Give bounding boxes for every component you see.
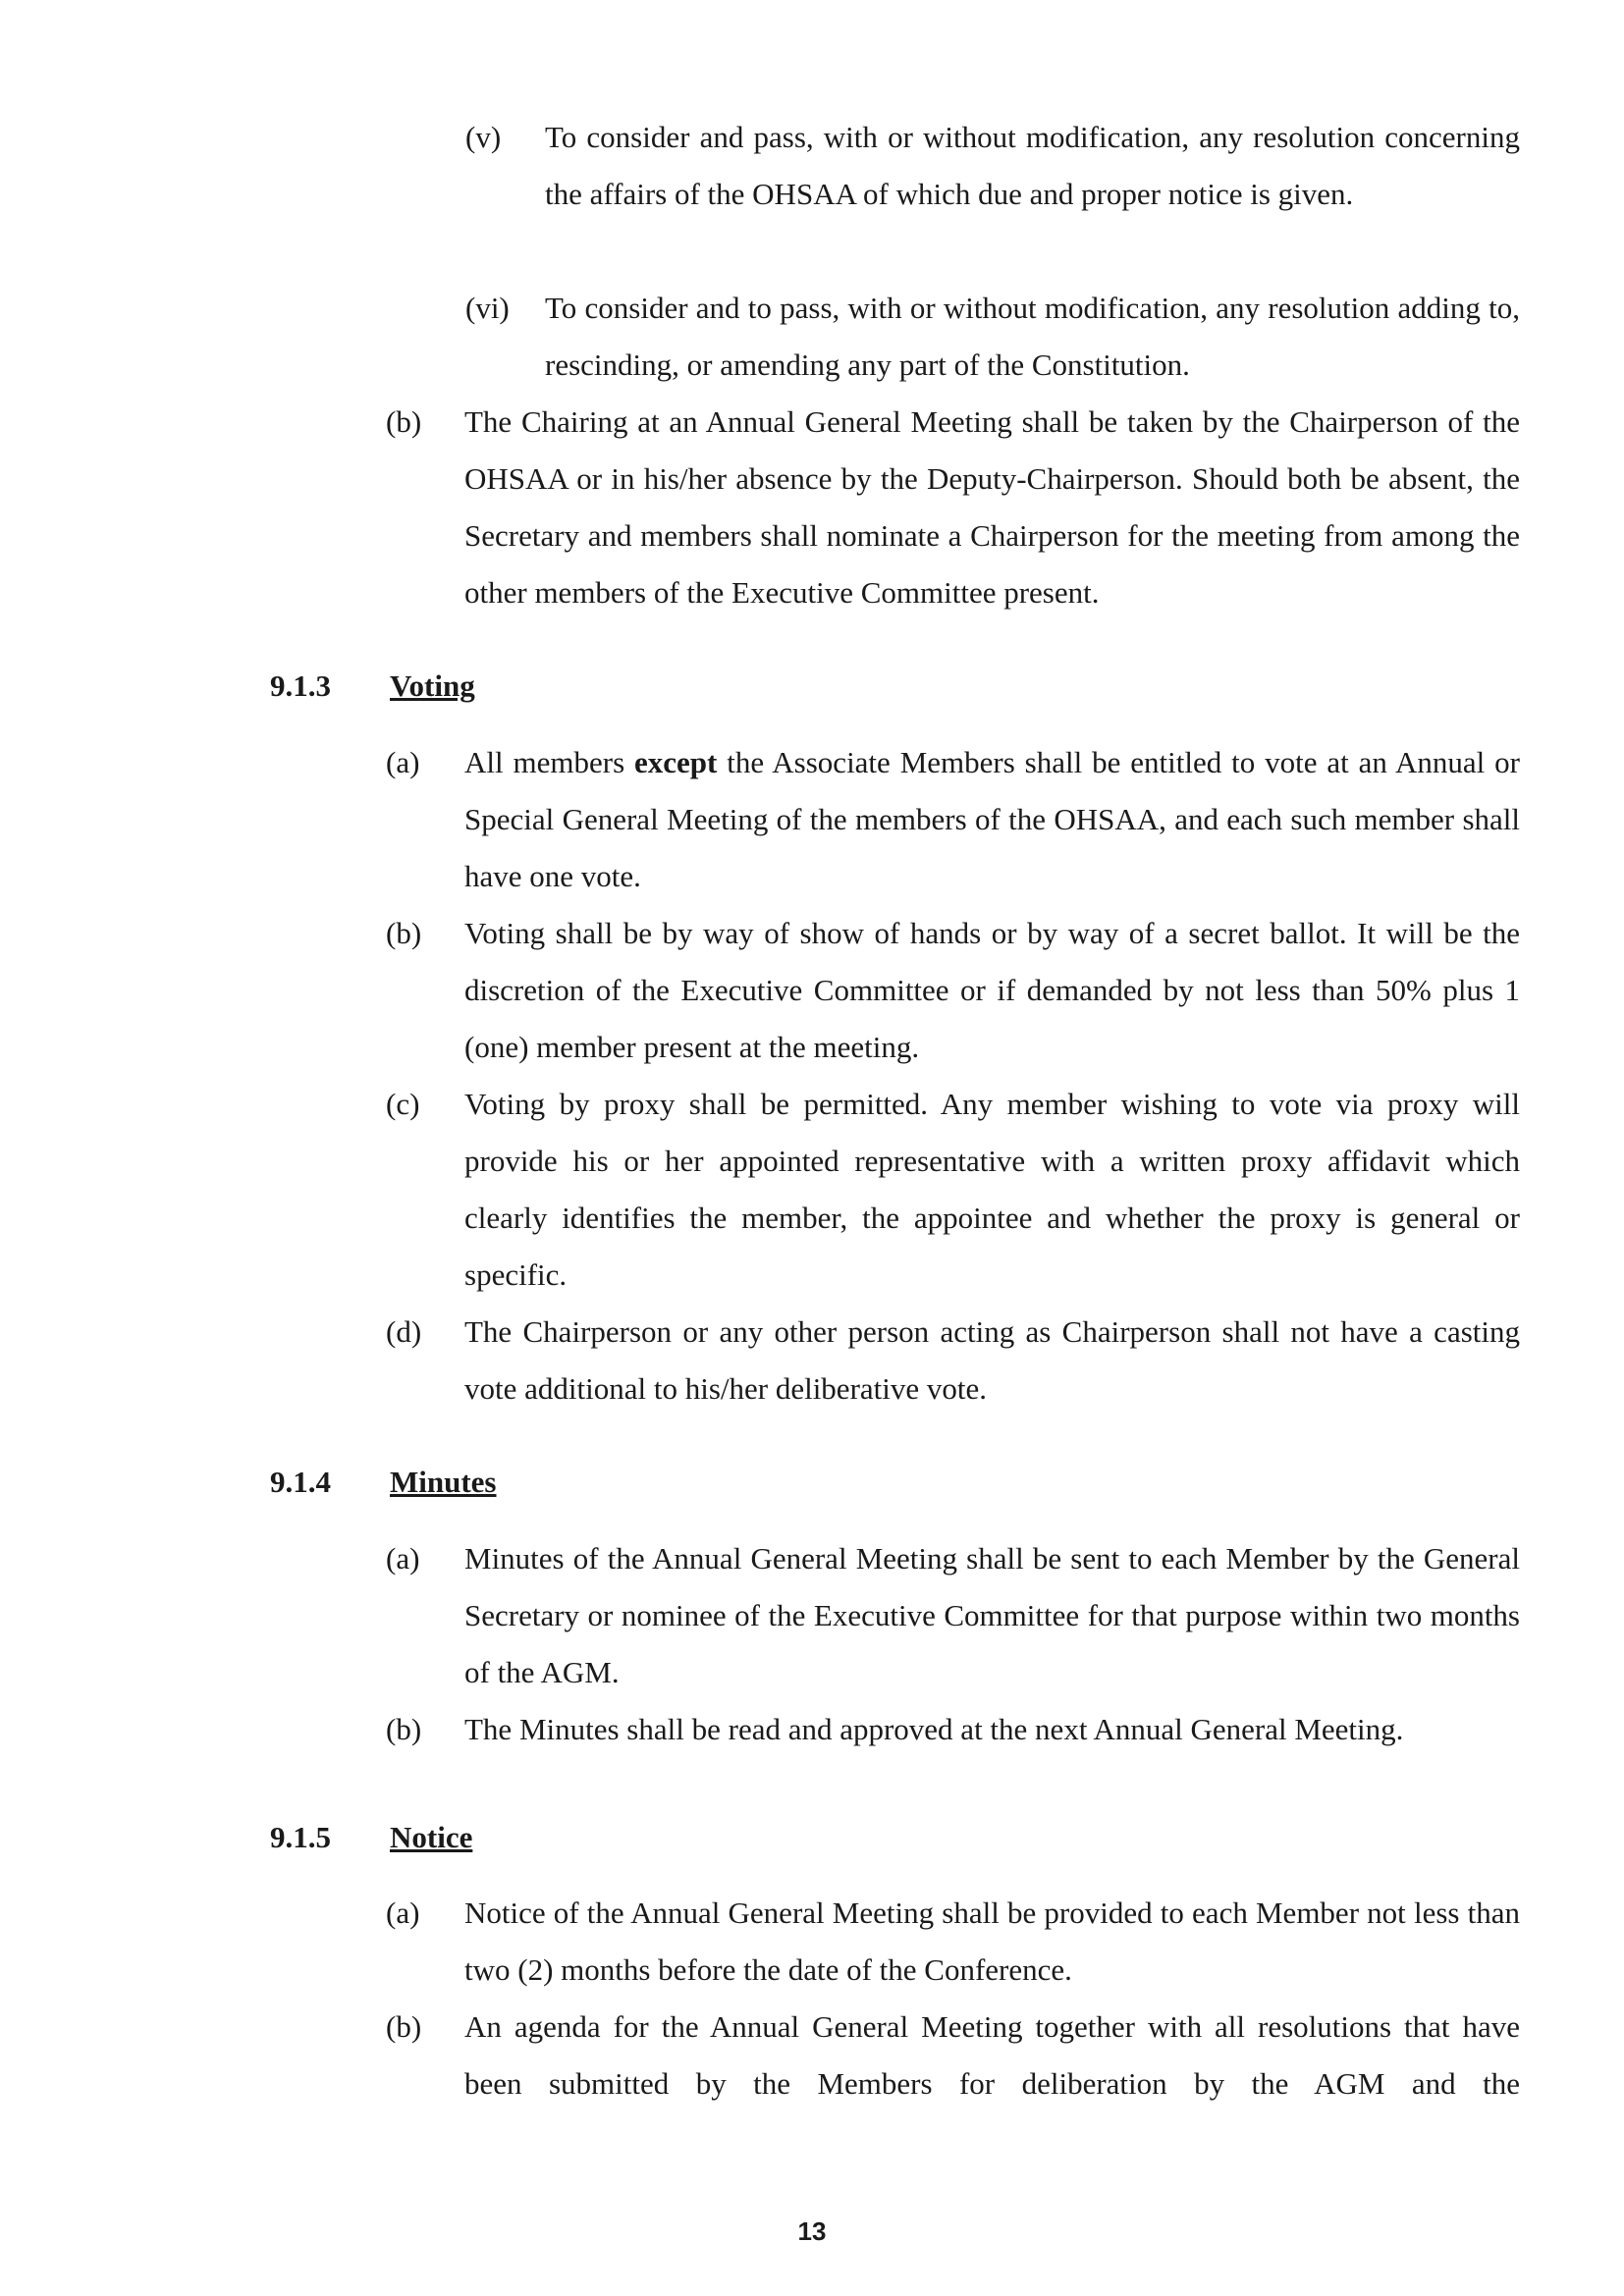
item-text: Voting by proxy shall be permitted. Any member wishing to vote via proxy will provide his or her appointed representative with a written proxy affidavit which clearly identifies the member, the appointee and whether the proxy is general or specific. xyxy=(464,1087,1520,1292)
voting-item-a xyxy=(386,734,1520,905)
section-title: Voting xyxy=(390,668,475,703)
item-text: Notice of the Annual General Meeting shall be provided to each Member not less than two (2) months before the date of the Conference. xyxy=(464,1896,1520,1987)
item-label: (a) xyxy=(386,1896,420,1930)
minutes-item-b xyxy=(386,1701,1520,1758)
voting-item-b xyxy=(386,905,1520,1076)
section-number: 9.1.4 xyxy=(270,1465,331,1499)
item-text: To consider and to pass, with or without modification, any resolution adding to, rescinding, or amending any part of the Constitution. xyxy=(545,291,1520,382)
list-item-vi xyxy=(465,280,1520,394)
bold-text-run: except xyxy=(634,745,718,779)
item-label: (b) xyxy=(386,2009,422,2044)
item-label: (d) xyxy=(386,1314,422,1349)
item-label: (a) xyxy=(386,1541,420,1575)
item-label: (c) xyxy=(386,1087,420,1121)
voting-item-c xyxy=(386,1076,1520,1304)
item-label: (vi) xyxy=(465,291,510,325)
item-text: An agenda for the Annual General Meeting together with all resolutions that have been submitted by the Members for deliberation by the AGM and the xyxy=(464,2009,1520,2101)
list-item-chairing-b xyxy=(386,394,1520,621)
item-label: (v) xyxy=(465,120,502,154)
text-run: the Associate Members shall be entitled to vote at an Annual or Special General Meeting of the members of the OHSAA, and each such member shall have one vote. xyxy=(464,745,1520,893)
section-title: Notice xyxy=(390,1820,473,1854)
section-title: Minutes xyxy=(390,1465,497,1499)
item-label: (b) xyxy=(386,916,422,950)
notice-item-a xyxy=(386,1885,1520,1999)
text-run: All members xyxy=(464,745,635,779)
item-text: Voting shall be by way of show of hands or by way of a secret ballot. It will be the discretion of the Executive Committee or if demanded by not less than 50% plus 1 (one) member present at the meeting. xyxy=(464,916,1520,1064)
item-text: The Chairing at an Annual General Meeting shall be taken by the Chairperson of the OHSAA or in his/her absence by the Deputy-Chairperson. Should both be absent, the Secretary and members shall nominate a Chairperson for the meeting from among the other members of the Executive Committee present. xyxy=(464,404,1520,610)
minutes-item-a xyxy=(386,1530,1520,1701)
item-text: The Chairperson or any other person acting as Chairperson shall not have a casting vote additional to his/her deliberative vote. xyxy=(464,1314,1520,1406)
item-text: To consider and pass, with or without modification, any resolution concerning the affairs of the OHSAA of which due and proper notice is given. xyxy=(545,120,1520,211)
item-label: (b) xyxy=(386,1712,422,1746)
item-text: Minutes of the Annual General Meeting shall be sent to each Member by the General Secretary or nominee of the Executive Committee for that purpose within two months of the AGM. xyxy=(464,1541,1520,1689)
page-number: 13 xyxy=(797,2216,827,2246)
voting-item-d xyxy=(386,1304,1520,1417)
item-label: (a) xyxy=(386,745,420,779)
notice-item-b xyxy=(386,1999,1520,2112)
item-text: The Minutes shall be read and approved at the next Annual General Meeting. xyxy=(464,1712,1404,1746)
section-number: 9.1.5 xyxy=(270,1820,331,1854)
section-number: 9.1.3 xyxy=(270,668,331,703)
item-label: (b) xyxy=(386,404,422,439)
item-text xyxy=(464,734,1520,905)
list-item-v xyxy=(465,109,1520,223)
